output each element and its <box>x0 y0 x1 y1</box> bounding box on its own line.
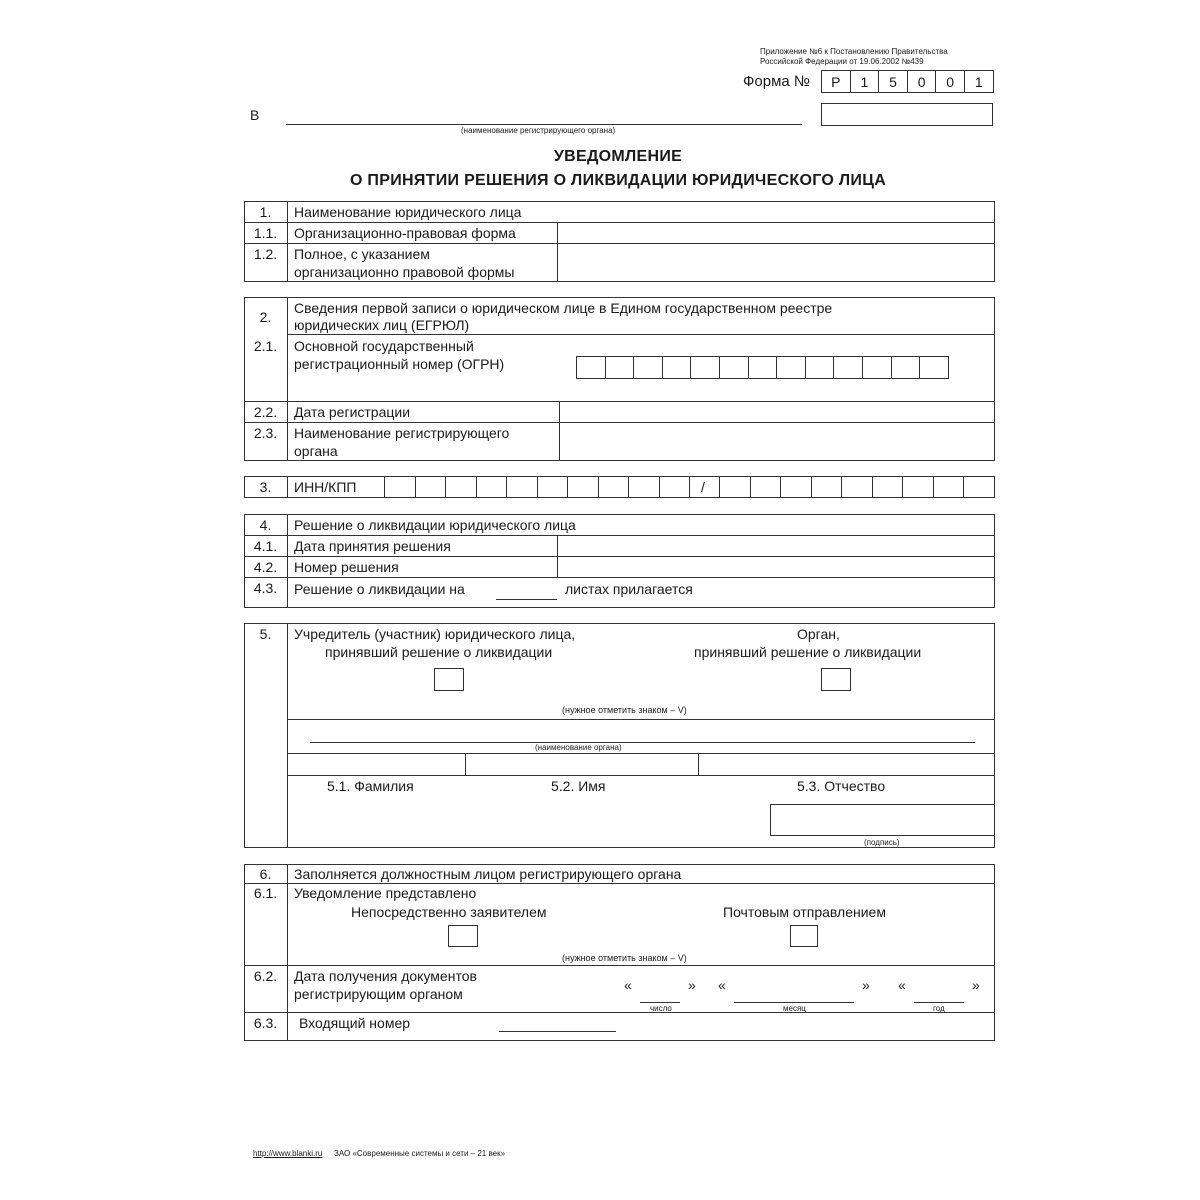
row-1-2-line-1: Полное, с указанием <box>294 246 430 262</box>
inn-kpp-separator: / <box>701 479 705 495</box>
founder-line-1: Учредитель (участник) юридического лица, <box>294 626 576 642</box>
row-6-3-num: 6.3. <box>253 1015 278 1031</box>
section-2-num: 2. <box>259 309 272 325</box>
organ-line-2: принявший решение о ликвидации <box>694 644 922 660</box>
title-line-1: УВЕДОМЛЕНИЕ <box>553 148 683 165</box>
delivery-by-post-label: Почтовым отправлением <box>723 904 886 920</box>
form-number-label: Форма № <box>743 73 811 90</box>
decision-date-field[interactable] <box>558 536 994 556</box>
ogrn-digit-box[interactable] <box>805 356 835 379</box>
name-field[interactable] <box>466 754 698 775</box>
row-4-2-label: Номер решения <box>294 559 399 575</box>
row-4-3-after: листах прилагается <box>565 581 693 597</box>
row-4-3-before: Решение о ликвидации на <box>294 581 465 597</box>
name-label: 5.2. Имя <box>551 778 606 794</box>
month-quote-open: « <box>718 977 726 993</box>
row-1-2-num: 1.2. <box>253 246 278 262</box>
appendix-line-2: Российской Федерации от 19.06.2002 №439 <box>760 57 924 66</box>
ogrn-digit-box[interactable] <box>690 356 720 379</box>
ogrn-digit-box[interactable] <box>605 356 635 379</box>
section-1-num: 1. <box>259 204 272 220</box>
ogrn-digit-box[interactable] <box>862 356 892 379</box>
ogrn-digit-box[interactable] <box>776 356 806 379</box>
full-name-field[interactable] <box>558 244 994 281</box>
day-quote-close: » <box>688 977 696 993</box>
row-6-2-line-1: Дата получения документов <box>294 968 477 984</box>
inn-kpp-digit-box[interactable] <box>811 476 843 498</box>
registration-box[interactable] <box>821 103 993 126</box>
row-4-3-num: 4.3. <box>253 580 278 596</box>
surname-label: 5.1. Фамилия <box>327 778 414 794</box>
row-6-2-num: 6.2. <box>253 968 278 984</box>
appendix-line-1: Приложение №6 к Постановлению Правительства <box>760 47 948 56</box>
footer-company: ЗАО «Современные системы и сети – 21 век» <box>334 1149 506 1158</box>
ogrn-digit-box[interactable] <box>662 356 692 379</box>
section-5-mark-note: (нужное отметить знаком – V) <box>562 705 687 715</box>
section-2-line-2: юридических лиц (ЕГРЮЛ) <box>294 317 470 333</box>
year-quote-close: » <box>972 977 980 993</box>
row-4-2-num: 4.2. <box>253 559 278 575</box>
registering-authority-field[interactable] <box>560 423 994 460</box>
org-legal-form-field[interactable] <box>558 223 994 243</box>
footer-link[interactable]: http://www.blanki.ru <box>253 1149 323 1158</box>
by-post-checkbox[interactable] <box>790 925 818 947</box>
row-2-3-line-1: Наименование регистрирующего <box>294 425 510 441</box>
row-2-2-num: 2.2. <box>253 404 278 420</box>
patronymic-label: 5.3. Отчество <box>797 778 886 794</box>
row-2-1-line-2: регистрационный номер (ОГРН) <box>294 356 505 372</box>
row-6-2-line-2: регистрирующим органом <box>294 986 463 1002</box>
section-5-num: 5. <box>259 626 272 642</box>
inn-kpp-digit-box[interactable] <box>384 476 416 498</box>
registering-authority-caption: (наименование регистрирующего органа) <box>461 126 616 135</box>
signature-box[interactable] <box>770 804 995 836</box>
inn-kpp-digit-box[interactable] <box>750 476 782 498</box>
inn-kpp-digit-box[interactable] <box>445 476 477 498</box>
delivery-in-person-label: Непосредственно заявителем <box>351 904 547 920</box>
form-code-digit: 0 <box>907 70 937 93</box>
organ-name-line[interactable] <box>310 742 975 743</box>
form-code-digit: 1 <box>964 70 994 93</box>
ogrn-digit-box[interactable] <box>576 356 606 379</box>
title-line-2: О ПРИНЯТИИ РЕШЕНИЯ О ЛИКВИДАЦИИ ЮРИДИЧЕСКОГО ЛИЦА <box>349 172 887 189</box>
organ-line-1: Орган, <box>797 626 840 642</box>
month-caption: месяц <box>783 1004 806 1013</box>
inn-kpp-digit-box[interactable] <box>933 476 965 498</box>
section-4-num: 4. <box>259 517 272 533</box>
sheet-count-line[interactable] <box>496 599 557 600</box>
registering-authority-line[interactable] <box>286 124 802 125</box>
year-quote-open: « <box>898 977 906 993</box>
inn-kpp-digit-box[interactable] <box>719 476 751 498</box>
row-6-3-label: Входящий номер <box>299 1015 411 1031</box>
ogrn-digit-box[interactable] <box>748 356 778 379</box>
row-1-1-num: 1.1. <box>253 225 278 241</box>
inn-kpp-digit-box[interactable] <box>628 476 660 498</box>
ogrn-digit-box[interactable] <box>833 356 863 379</box>
ogrn-digit-box[interactable] <box>633 356 663 379</box>
organ-name-caption: (наименование органа) <box>535 743 622 752</box>
row-4-1-num: 4.1. <box>253 538 278 554</box>
row-4-1-label: Дата принятия решения <box>294 538 451 554</box>
inn-kpp-digit-box[interactable] <box>598 476 630 498</box>
to-label: В <box>250 107 260 123</box>
inn-kpp-digit-box[interactable] <box>963 476 995 498</box>
day-caption: число <box>650 1004 672 1013</box>
inn-kpp-label: ИНН/КПП <box>294 479 357 495</box>
row-2-3-line-2: органа <box>294 443 338 459</box>
day-quote-open: « <box>624 977 632 993</box>
patronymic-field[interactable] <box>699 754 994 775</box>
inn-kpp-digit-box[interactable] <box>841 476 873 498</box>
row-1-2-line-2: организационно правовой формы <box>294 264 515 280</box>
surname-field[interactable] <box>288 754 465 775</box>
founder-checkbox[interactable] <box>434 668 464 691</box>
year-line[interactable] <box>914 1002 964 1003</box>
incoming-number-line[interactable] <box>499 1031 616 1032</box>
year-caption: год <box>933 1004 945 1013</box>
section-6-num: 6. <box>259 866 272 882</box>
inn-kpp-digit-box[interactable] <box>537 476 569 498</box>
section-6-mark-note: (нужное отметить знаком – V) <box>562 953 687 963</box>
section-2-line-1: Сведения первой записи о юридическом лице в Едином государственном реестре <box>294 300 833 316</box>
row-2-1-line-1: Основной государственный <box>294 338 474 354</box>
month-line[interactable] <box>734 1002 854 1003</box>
inn-kpp-digit-box[interactable] <box>872 476 904 498</box>
title-block <box>0 148 1200 190</box>
section-6-label: Заполняется должностным лицом регистрирующего органа <box>294 866 682 882</box>
ogrn-digit-box[interactable] <box>919 356 949 379</box>
section-4-label: Решение о ликвидации юридического лица <box>294 517 576 533</box>
section-1-label: Наименование юридического лица <box>294 204 522 220</box>
inn-kpp-digit-box[interactable] <box>506 476 538 498</box>
row-2-3-num: 2.3. <box>253 425 278 441</box>
row-1-1-label: Организационно-правовая форма <box>294 225 516 241</box>
ogrn-digit-box[interactable] <box>891 356 921 379</box>
month-quote-close: » <box>862 977 870 993</box>
inn-kpp-digit-box[interactable] <box>659 476 691 498</box>
form-code-digit: 0 <box>935 70 965 93</box>
row-2-2-label: Дата регистрации <box>294 404 411 420</box>
inn-kpp-digit-box[interactable] <box>415 476 447 498</box>
inn-kpp-digit-box[interactable] <box>567 476 599 498</box>
section-3-num: 3. <box>259 479 272 495</box>
form-code-digit: 5 <box>878 70 908 93</box>
signature-caption: (подпись) <box>864 838 900 847</box>
inn-kpp-digit-box[interactable] <box>476 476 508 498</box>
row-2-1-num: 2.1. <box>253 338 278 354</box>
form-code-digit: 1 <box>850 70 880 93</box>
ogrn-digit-box[interactable] <box>719 356 749 379</box>
decision-number-field[interactable] <box>558 557 994 577</box>
day-line[interactable] <box>640 1002 680 1003</box>
founder-line-2: принявший решение о ликвидации <box>325 644 553 660</box>
organ-checkbox[interactable] <box>821 668 851 691</box>
registration-date-field[interactable] <box>560 402 994 422</box>
in-person-checkbox[interactable] <box>448 925 478 947</box>
form-code-digit: Р <box>821 70 851 93</box>
row-6-1-num: 6.1. <box>253 885 278 901</box>
inn-kpp-digit-box[interactable] <box>780 476 812 498</box>
inn-kpp-digit-box[interactable] <box>902 476 934 498</box>
row-6-1-label: Уведомление представлено <box>294 885 477 901</box>
